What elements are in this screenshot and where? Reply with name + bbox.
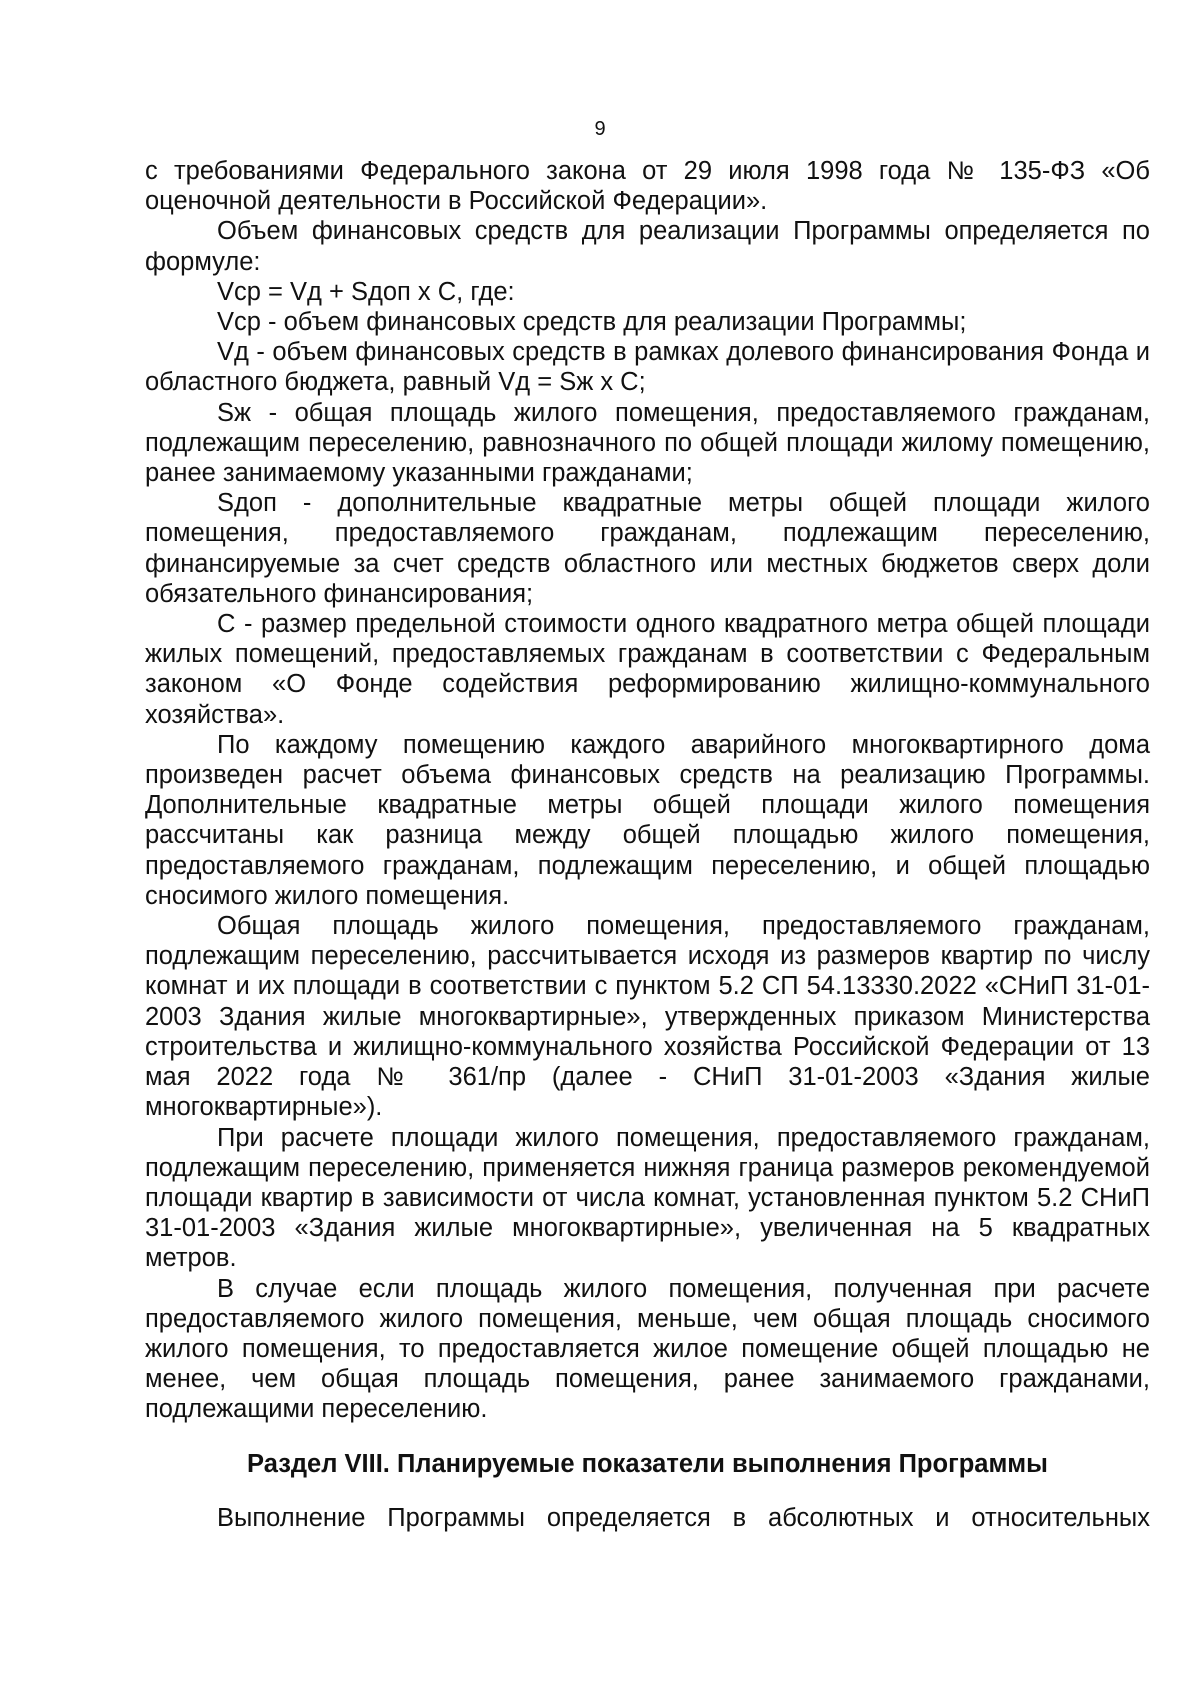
paragraph-smaller-area-case: В случае если площадь жилого помещения, полученная при расчете предоставляемого жилого помещения, меньше, чем общая площадь сносимого жилого помещения, то предоставляется жилое помещение общей площадью не менее, чем общая площадь помещения, ранее занимаемого гражданами, подлежащими переселению.	[145, 1274, 1150, 1424]
paragraph-definition-c: С - размер предельной стоимости одного квадратного метра общей площади жилых помещений, предоставляемых гражданам в соответствии с Федеральным законом «О Фонде содействия реформированию жилищно-коммунального хозяйства».	[145, 610, 1150, 729]
page-number: 9	[594, 118, 606, 140]
paragraph-law-reference: с требованиями Федерального закона от 29 июля 1998 года № 135-ФЗ «Об оценочной деятельности в Российской Федерации».	[145, 157, 1150, 216]
paragraph-lower-bound: При расчете площади жилого помещения, предоставляемого гражданам, подлежащим переселению, применяется нижняя граница размеров рекомендуемой площади квартир в зависимости от числа комнат, установленная пунктом 5.2 СНиП 31-01-2003 «Здания жилые многоквартирные», увеличенная на 5 квадратных метров.	[145, 1123, 1150, 1273]
section-heading: Раздел VIII. Планируемые показатели выполнения Программы	[247, 1449, 1048, 1478]
paragraph-definition-vd: Vд - объем финансовых средств в рамках долевого финансирования Фонда и областного бюджета, равный Vд = Sж x С;	[145, 338, 1150, 397]
paragraph-formula-intro: Объем финансовых средств для реализации Программы определяется по формуле:	[145, 217, 1150, 276]
document-body	[145, 156, 1150, 1533]
paragraph-formula: Vср = Vд + Sдоп x С, где:	[217, 277, 515, 306]
paragraph-total-area: Общая площадь жилого помещения, предоставляемого гражданам, подлежащим переселению, рассчитывается исходя из размеров квартир по числу комнат и их площади в соответствии с пунктом 5.2 СП 54.13330.2022 «СНиП 31-01-2003 Здания жилые многоквартирные», утвержденных приказом Министерства строительства и жилищно-коммунального хозяйства Российской Федерации от 13 мая 2022 года № 361/пр (далее - СНиП 31-01-2003 «Здания жилые многоквартирные»).	[145, 912, 1150, 1122]
paragraph-calculation: По каждому помещению каждого аварийного многоквартирного дома произведен расчет объема финансовых средств на реализацию Программы. Дополнительные квадратные метры общей площади жилого помещения рассчитаны как разница между общей площадью жилого помещения, предоставляемого гражданам, подлежащим переселению, и общей площадью сносимого жилого помещения.	[145, 730, 1150, 910]
paragraph-definition-vsr: Vср - объем финансовых средств для реализации Программы;	[217, 308, 967, 337]
paragraph-definition-sdop: Sдоп - дополнительные квадратные метры общей площади жилого помещения, предоставляемого гражданам, подлежащим переселению, финансируемые за счет средств областного или местных бюджетов сверх доли обязательного финансирования;	[145, 489, 1150, 608]
paragraph-section-first-line: Выполнение Программы определяется в абсолютных и относительных	[217, 1503, 1150, 1532]
paragraph-definition-szh: Sж - общая площадь жилого помещения, предоставляемого гражданам, подлежащим переселению, равнозначного по общей площади жилому помещению, ранее занимаемому указанными гражданами;	[145, 398, 1150, 488]
